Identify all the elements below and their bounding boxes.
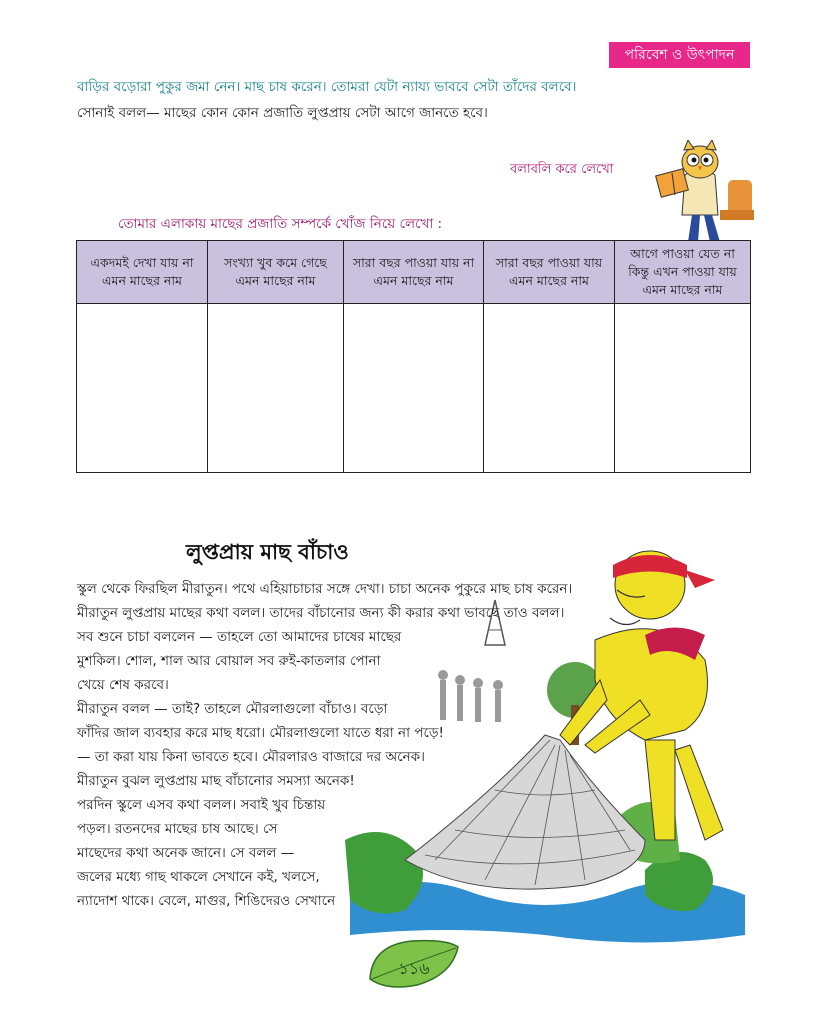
story-line: জলের মধ্যে গাছ থাকলে সেখানে কই, খলসে, [77,869,320,885]
story-line: সব শুনে চাচা বললেন — তাহলে তো আমাদের চাষের মাছের [77,629,402,645]
story-line: মাছেদের কথা অনেক জানে। সে বলল — [77,845,295,861]
table-header-cell: একদমই দেখা যায় না এমন মাছের নাম [77,241,208,304]
story-title: লুপ্তপ্রায় মাছ বাঁচাও [186,540,349,564]
intro-line-2: সোনাই বলল— মাছের কোন কোন প্রজাতি লুপ্তপ্রায় সেটা আগে জানতে হবে। [77,105,488,121]
fish-species-table [76,240,751,473]
table-header-cell: আগে পাওয়া যেত না কিন্তু এখন পাওয়া যায় এমন মাছের নাম [615,241,751,304]
chapter-badge: পরিবেশ ও উৎপাদন [609,42,750,68]
story-body [77,577,637,913]
intro-line-1: বাড়ির বড়োরা পুকুর জমা নেন। মাছ চাষ করেন। তোমরা যেটা ন্যায্য ভাববে সেটা তাঁদের বলবে। [77,79,577,95]
activity-label: বলাবলি করে লেখো [510,162,614,177]
story-line: মীরাতুন বুঝল লুপ্তপ্রায় মাছ বাঁচানোর সমস্যা অনেক! [77,773,355,789]
story-line: — তা করা যায় কিনা ভাবতে হবে। মৌরলারও বাজারে দর অনেক। [77,749,425,765]
page-number: ১১৬ [398,959,430,978]
table-header-cell: সারা বছর পাওয়া যায় না এমন মাছের নাম [344,241,484,304]
story-line: মীরাতুন বলল — তাই? তাহলে মৌরলাগুলো বাঁচাও। বড়ো [77,701,388,717]
table-answer-cell[interactable] [77,304,208,473]
story-line: খেয়ে শেষ করবে। [77,677,169,693]
owl-reading-book-icon [640,140,755,245]
table-answer-cell[interactable] [344,304,484,473]
table-instruction: তোমার এলাকায় মাছের প্রজাতি সম্পর্কে খোঁজ নিয়ে লেখো : [118,216,443,232]
story-line: ফাঁদির জাল ব্যবহার করে মাছ ধরো। মৌরলাগুলো যাতে ধরা না পড়ে! [77,725,444,741]
table-answer-cell[interactable] [615,304,751,473]
table-header-cell: সংখ্যা খুব কমে গেছে এমন মাছের নাম [208,241,344,304]
story-line: মীরাতুন লুপ্তপ্রায় মাছের কথা বলল। তাদের বাঁচানোর জন্য কী করার কথা ভাবছে তাও বলল। [77,605,565,621]
table-header-cell: সারা বছর পাওয়া যায় এমন মাছের নাম [484,241,615,304]
table-answer-cell[interactable] [484,304,615,473]
story-line: ন্যাদোশ থাকে। বেলে, মাগুর, শিঙিদেরও সেখানে [77,893,336,909]
table-answer-cell[interactable] [208,304,344,473]
story-line: পরদিন স্কুলে এসব কথা বলল। সবাই খুব চিন্তায় [77,797,326,813]
story-line: মুশকিল। শোল, শাল আর বোয়াল সব রুই-কাতলার পোনা [77,653,381,669]
story-line: স্কুল থেকে ফিরছিল মীরাতুন। পথে এহিয়াচাচার সঙ্গে দেখা। চাচা অনেক পুকুরে মাছ চাষ করেন। [77,581,573,597]
story-line: পড়ল। রতনদের মাছের চাষ আছে। সে [77,821,278,837]
